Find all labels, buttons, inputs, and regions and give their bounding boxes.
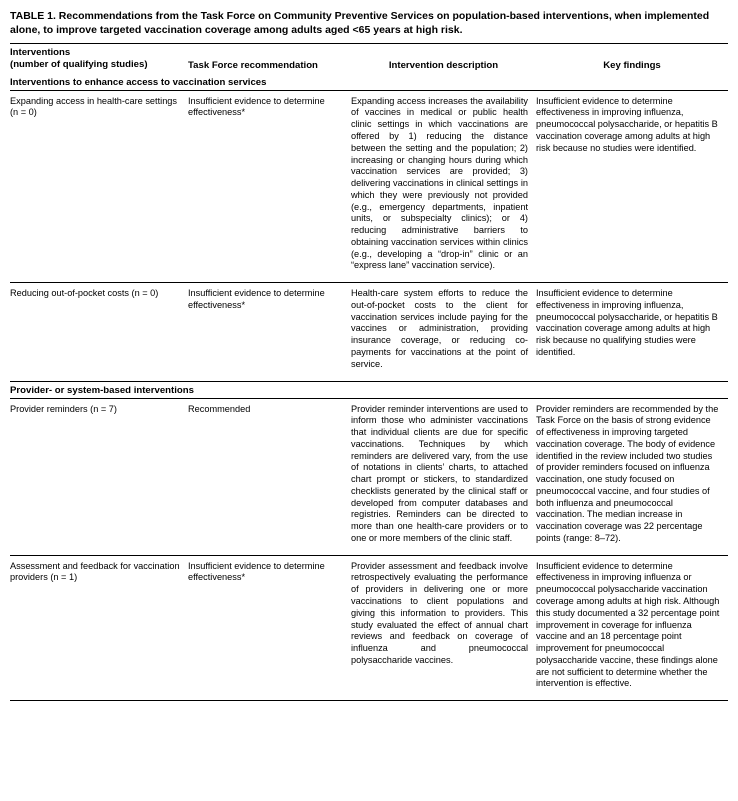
cell-findings: Insufficient evidence to determine effectiveness in improving influenza, pneumococcal polysaccharide, or hepatitis B vaccination coverage among adults at high risk because no qualifying studies were identified.: [536, 283, 728, 381]
cell-description: Provider assessment and feedback involve retrospectively evaluating the performance of providers in delivering one or more vaccinations to client populations and giving this information to providers. This study evaluated the effect of annual chart reviews and feedback on coverage of influenza and pneumococcal polysaccharide vaccines.: [351, 560, 528, 665]
section-heading-row: [10, 381, 728, 398]
table-title: TABLE 1. Recommendations from the Task Force on Community Preventive Services on population-based interventions, when implemented alone, to improve targeted vaccination coverage among adults aged <65 years at high risk.: [10, 8, 728, 44]
cell-recommendation: Insufficient evidence to determine effectiveness*: [188, 560, 325, 583]
cell-intervention: Assessment and feedback for vaccination providers (n = 1): [10, 560, 180, 583]
cell-recommendation: Insufficient evidence to determine effectiveness*: [188, 90, 351, 282]
table-header-row: [10, 44, 728, 74]
column-header-description: Intervention description: [388, 59, 499, 71]
cell-intervention: Reducing out-of-pocket costs (n = 0): [10, 283, 188, 381]
cell-findings: Insufficient evidence to determine effectiveness in improving influenza, pneumococcal polysaccharide, or hepatitis B vaccination coverage among adults at high risk because no studies were identified.: [536, 90, 728, 282]
recommendations-table: [10, 44, 728, 700]
cell-description: Health-care system efforts to reduce the out-of-pocket costs to the client for vaccination services include paying for the vaccines or administration, providing insurance coverage, or reducing co-payments for vaccinations at the point of service.: [351, 283, 536, 381]
column-header-interventions: [10, 44, 188, 74]
column-header-findings: Key findings: [603, 59, 661, 71]
section-heading-provider: Provider- or system-based interventions: [10, 381, 728, 398]
table-row: [10, 283, 728, 381]
cell-intervention: Provider reminders (n = 7): [10, 398, 188, 555]
table-row: [10, 90, 728, 282]
section-heading-access: Interventions to enhance access to vaccination services: [10, 74, 728, 91]
table-row: [10, 555, 728, 700]
cell-findings: Provider reminders are recommended by the Task Force on the basis of strong evidence of effectiveness in improving targeted vaccination coverage. The body of evidence identified in the review included two studies of provider reminders focused on influenza vaccination, one study focused on pneumococcal vaccine, and four studies of both influenza and pneumococcal vaccination. The median increase in vaccination coverage was 22 percentage points (range: 8–72).: [536, 398, 728, 555]
column-header-recommendation: Task Force recommendation: [188, 59, 318, 71]
column-header-interventions-line2: (number of qualifying studies): [10, 58, 148, 70]
cell-findings: Insufficient evidence to determine effectiveness in improving influenza or pneumococcal polysaccharide vaccination coverage among adults at high risk. Although this study documented a 32 percentage point improvement in coverage for influenza vaccine and an 18 percentage point improvement for pneumococcal polysaccharide vaccine, these findings alone are not sufficient to determine whether the intervention is effective.: [536, 560, 720, 689]
table-row: [10, 398, 728, 555]
cell-recommendation: Insufficient evidence to determine effectiveness*: [188, 283, 351, 381]
cell-intervention: Expanding access in health-care settings (n = 0): [10, 90, 188, 282]
cell-description: Expanding access increases the availability of vaccines in medical or public health clinic settings in which vaccinations are offered by 1) reducing the distance between the setting and the population; 2) increasing or changing hours during which vaccination services are provided; 3) delivering vaccinations in clinical settings in which they were previously not provided (e.g., emergency departments, inpatient units, or subspecialty clinics); or 4) reducing administrative barriers to obtaining vaccination services within clinics (e.g., developing a “drop-in” clinic or an “express lane” vaccination service).: [351, 90, 536, 282]
table-bottom-rule: [10, 700, 728, 701]
column-header-interventions-line1: Interventions: [10, 46, 71, 58]
cell-recommendation: Recommended: [188, 398, 351, 555]
cell-description: Provider reminder interventions are used to inform those who administer vaccinations that individual clients are due for specific vaccinations. Techniques by which reminders are delivered vary, from the use of notations in clients’ charts, to attached chart prompt or stickers, to standardized checklists generated by the clinical staff or developed from computer databases and registries. Reminders can be directed to more than one health-care providers or to one or more members of the clinic staff.: [351, 398, 536, 555]
section-heading-row: [10, 74, 728, 91]
